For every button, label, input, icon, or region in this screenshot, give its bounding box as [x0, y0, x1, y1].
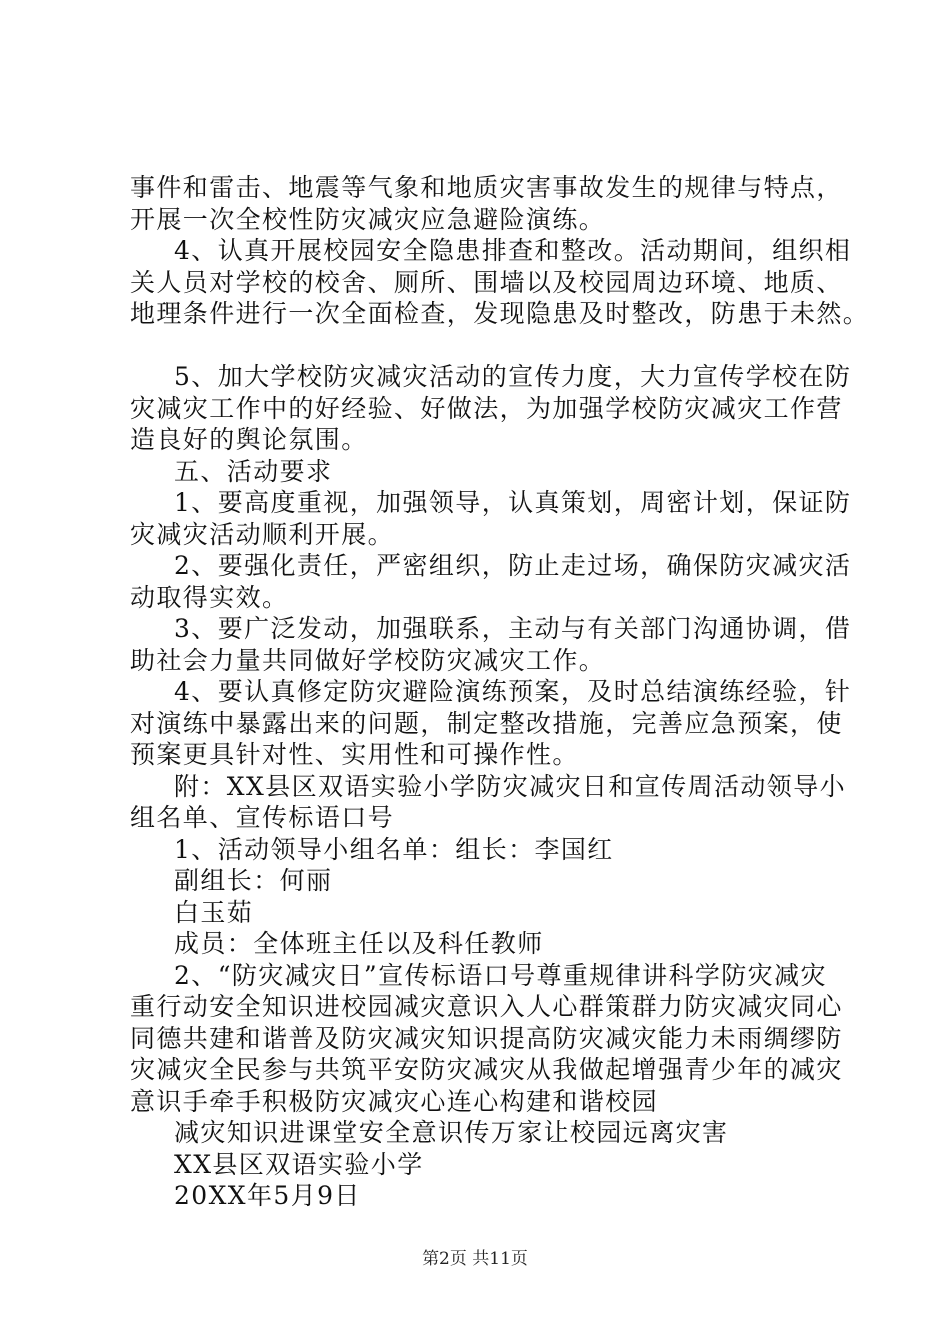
text-line: 关人员对学校的校舍、厕所、围墙以及校园周边环境、地质、	[130, 267, 843, 297]
text-line: 事件和雷击、地震等气象和地质灾害事故发生的规律与特点，	[130, 173, 843, 202]
text-line: 对演练中暴露出来的问题，制定整改措施，完善应急预案，使	[130, 708, 843, 738]
text-line: 灾减灾全民参与共筑平安防灾减灾从我做起增强青少年的减灾	[130, 1055, 843, 1084]
text-line: 造良好的舆论氛围。	[130, 425, 368, 454]
text-line: 五、活动要求	[174, 456, 333, 486]
text-line: 20XX年5月9日	[174, 1181, 361, 1210]
text-line: 预案更具针对性、实用性和可操作性。	[130, 740, 579, 769]
text-line: 减灾知识进课堂安全意识传万家让校园远离灾害	[174, 1118, 729, 1147]
text-line: 1、要高度重视，加强领导，认真策划，周密计划，保证防	[174, 488, 852, 517]
text-line: 同德共建和谐普及防灾减灾知识提高防灾减灾能力未雨绸缪防	[130, 1023, 843, 1053]
text-line: 副组长：何丽	[174, 866, 333, 895]
text-line: XX县区双语实验小学	[174, 1149, 424, 1179]
text-line: 2、“防灾减灾日”宣传标语口号尊重规律讲科学防灾减灾	[174, 960, 827, 990]
text-line: 重行动安全知识进校园减灾意识入人心群策群力防灾减灾同心	[130, 992, 843, 1021]
text-line: 4、要认真修定防灾避险演练预案，及时总结演练经验，针	[174, 677, 852, 706]
text-line: 意识手牵手积极防灾减灾心连心构建和谐校园	[130, 1086, 659, 1116]
text-line: 白玉茹	[174, 897, 254, 927]
text-line: 2、要强化责任，严密组织，防止走过场，确保防灾减灾活	[174, 551, 852, 580]
text-line: 附：XX县区双语实验小学防灾减灾日和宣传周活动领导小	[174, 771, 846, 801]
text-line: 灾减灾活动顺利开展。	[130, 519, 395, 549]
page-footer: 第2页 共11页	[422, 1249, 528, 1269]
text-line: 4、认真开展校园安全隐患排查和整改。活动期间，组织相	[174, 236, 852, 265]
text-line: 组名单、宣传标语口号	[130, 803, 395, 832]
blank-line	[130, 330, 850, 362]
text-line: 1、活动领导小组名单：组长：李国红	[174, 834, 614, 864]
text-line: 动取得实效。	[130, 582, 289, 612]
text-line: 灾减灾工作中的好经验、好做法，为加强学校防灾减灾工作营	[130, 393, 843, 423]
text-line: 3、要广泛发动，加强联系，主动与有关部门沟通协调，借	[174, 614, 852, 643]
text-line: 地理条件进行一次全面检查，发现隐患及时整改，防患于未然。	[130, 299, 870, 328]
text-line: 助社会力量共同做好学校防灾减灾工作。	[130, 645, 606, 675]
text-line: 开展一次全校性防灾减灾应急避险演练。	[130, 204, 606, 234]
text-line: 5、加大学校防灾减灾活动的宣传力度，大力宣传学校在防	[174, 362, 852, 391]
document-body	[130, 172, 870, 1212]
text-line: 成员：全体班主任以及科任教师	[174, 929, 544, 958]
